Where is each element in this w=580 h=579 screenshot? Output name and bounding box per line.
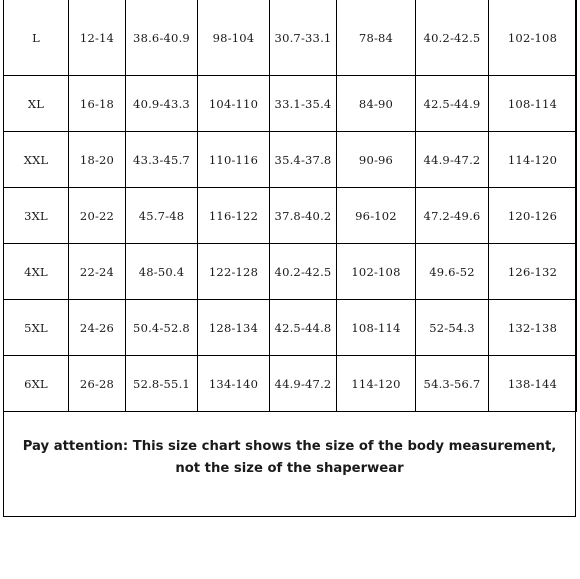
table-cell-col-3: 45.7-48	[126, 188, 198, 244]
table-cell-col-3: 38.6-40.9	[126, 0, 198, 76]
table-cell-col-4: 116-122	[198, 188, 270, 244]
table-cell-col-3: 50.4-52.8	[126, 300, 198, 356]
table-cell-col-7: 42.5-44.9	[416, 76, 489, 132]
table-cell-col-6: 96-102	[337, 188, 416, 244]
size-note	[4, 400, 575, 516]
table-cell-col-3: 52.8-55.1	[126, 356, 198, 412]
table-cell-col-8: 120-126	[489, 188, 577, 244]
table-cell-col-7: 40.2-42.5	[416, 0, 489, 76]
table-cell-col-2: 18-20	[69, 132, 126, 188]
table-cell-col-4: 134-140	[198, 356, 270, 412]
table-cell-col-7: 44.9-47.2	[416, 132, 489, 188]
table-cell-col-8: 108-114	[489, 76, 577, 132]
table-cell-col-3: 40.9-43.3	[126, 76, 198, 132]
table-cell-col-7: 54.3-56.7	[416, 356, 489, 412]
table-cell-col-8: 102-108	[489, 0, 577, 76]
table-cell-col-8: 126-132	[489, 244, 577, 300]
table-row	[4, 244, 577, 300]
table-cell-col-2: 22-24	[69, 244, 126, 300]
table-cell-col-2: 20-22	[69, 188, 126, 244]
table-cell-col-2: 24-26	[69, 300, 126, 356]
table-cell-col-6: 84-90	[337, 76, 416, 132]
table-cell-col-3: 48-50.4	[126, 244, 198, 300]
size-chart-body	[4, 0, 577, 412]
table-cell-col-7: 49.6-52	[416, 244, 489, 300]
table-row	[4, 132, 577, 188]
table-cell-size: 5XL	[4, 300, 69, 356]
table-cell-col-8: 138-144	[489, 356, 577, 412]
table-cell-col-4: 128-134	[198, 300, 270, 356]
table-cell-col-4: 122-128	[198, 244, 270, 300]
table-cell-col-2: 26-28	[69, 356, 126, 412]
table-cell-col-5: 40.2-42.5	[270, 244, 337, 300]
table-cell-size: XXL	[4, 132, 69, 188]
table-cell-col-2: 16-18	[69, 76, 126, 132]
table-cell-size: L	[4, 0, 69, 76]
table-row	[4, 300, 577, 356]
table-cell-col-5: 42.5-44.8	[270, 300, 337, 356]
table-cell-col-4: 104-110	[198, 76, 270, 132]
size-note-text: Pay attention: This size chart shows the size of the body measurement, not the size of the shaperwear	[22, 439, 557, 476]
table-cell-col-4: 110-116	[198, 132, 270, 188]
table-cell-col-5: 30.7-33.1	[270, 0, 337, 76]
table-cell-size: 4XL	[4, 244, 69, 300]
table-cell-col-6: 108-114	[337, 300, 416, 356]
table-cell-col-5: 37.8-40.2	[270, 188, 337, 244]
table-cell-col-6: 102-108	[337, 244, 416, 300]
table-cell-col-5: 35.4-37.8	[270, 132, 337, 188]
table-cell-col-2: 12-14	[69, 0, 126, 76]
table-row	[4, 188, 577, 244]
table-cell-col-8: 132-138	[489, 300, 577, 356]
table-cell-col-3: 43.3-45.7	[126, 132, 198, 188]
table-cell-col-4: 98-104	[198, 0, 270, 76]
table-cell-col-7: 52-54.3	[416, 300, 489, 356]
table-cell-col-5: 33.1-35.4	[270, 76, 337, 132]
table-cell-size: XL	[4, 76, 69, 132]
table-cell-col-6: 114-120	[337, 356, 416, 412]
table-cell-col-6: 78-84	[337, 0, 416, 76]
table-cell-col-8: 114-120	[489, 132, 577, 188]
table-cell-size: 3XL	[4, 188, 69, 244]
table-cell-col-5: 44.9-47.2	[270, 356, 337, 412]
table-cell-col-6: 90-96	[337, 132, 416, 188]
table-row	[4, 76, 577, 132]
size-chart-table	[3, 0, 577, 412]
table-cell-size: 6XL	[4, 356, 69, 412]
table-cell-col-7: 47.2-49.6	[416, 188, 489, 244]
table-row	[4, 0, 577, 76]
